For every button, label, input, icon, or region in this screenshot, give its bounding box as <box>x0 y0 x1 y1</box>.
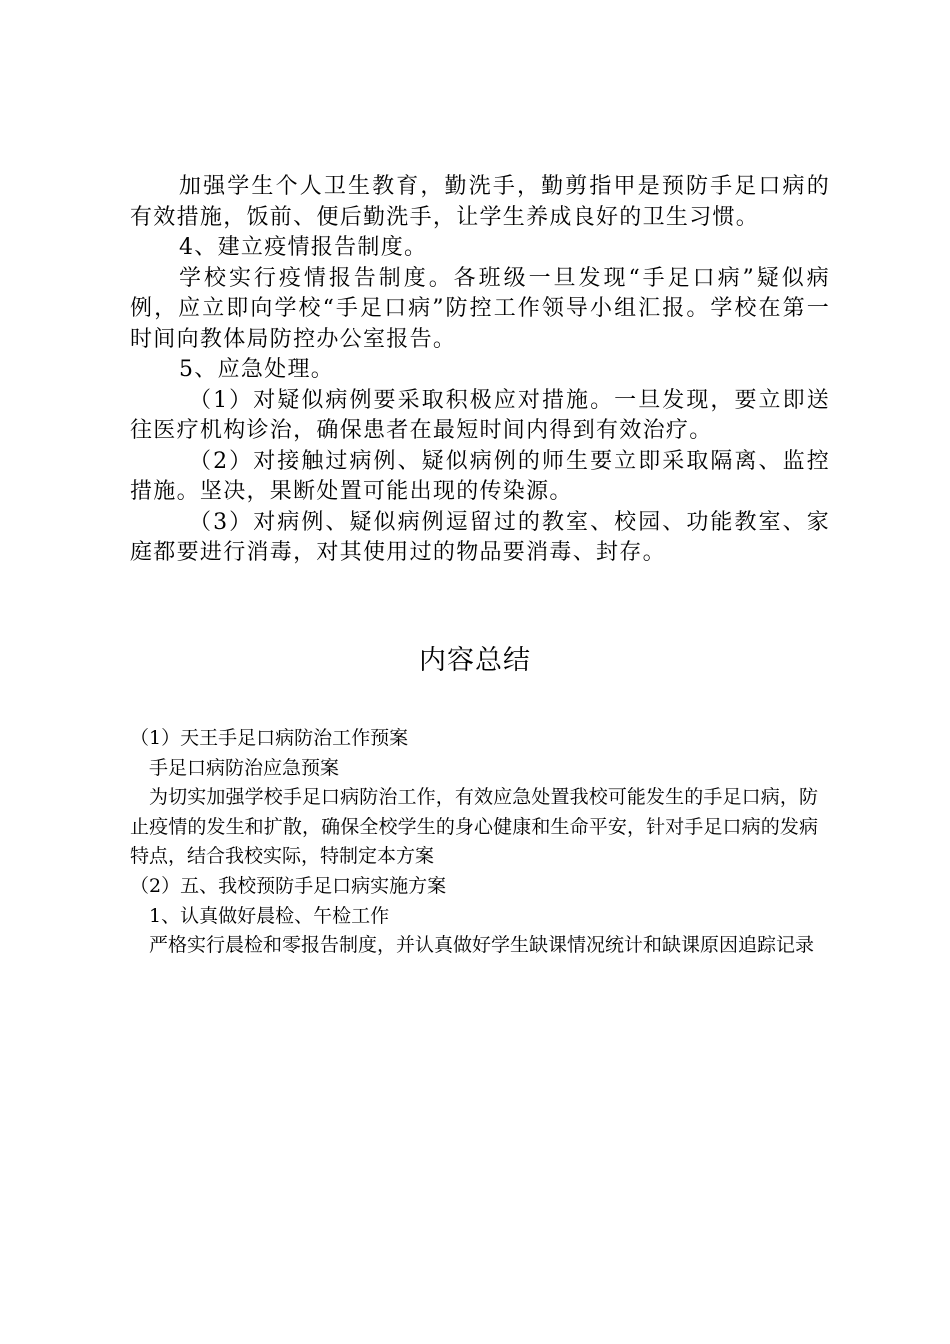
summary-section <box>130 724 818 961</box>
summary-line-3: 为切实加强学校手足口病防治工作，有效应急处置我校可能发生的手足口病，防止疫情的发生和扩散，确保全校学生的身心健康和生命平安，针对手足口病的发病特点，结合我校实际，特制定本方案 <box>130 786 818 868</box>
heading-emergency-handling: 5、应急处理。 <box>179 357 335 382</box>
paragraph-emergency-item-3: （3）对病例、疑似病例逗留过的教室、校园、功能教室、家庭都要进行消毒，对其使用过的物品要消毒、封存。 <box>130 509 830 565</box>
paragraph-epidemic-reporting: 学校实行疫情报告制度。各班级一旦发现“手足口病”疑似病例，应立即向学校“手足口病”防控工作领导小组汇报。学校在第一时间向教体局防控办公室报告。 <box>130 265 830 352</box>
summary-line-2: 手足口病防治应急预案 <box>149 756 340 779</box>
summary-line-4: （2）五、我校预防手足口病实施方案 <box>130 874 447 897</box>
summary-line-6: 严格实行晨检和零报告制度，并认真做好学生缺课情况统计和缺课原因追踪记录 <box>149 934 815 957</box>
paragraph-hygiene-education: 加强学生个人卫生教育，勤洗手，勤剪指甲是预防手足口病的有效措施，饭前、便后勤洗手，让学生养成良好的卫生习惯。 <box>130 174 830 230</box>
body-text-section <box>130 172 830 569</box>
summary-line-1: （1）天王手足口病防治工作预案 <box>130 727 409 749</box>
paragraph-emergency-item-2: （2）对接触过病例、疑似病例的师生要立即采取隔离、监控措施。坚决，果断处置可能出现的传染源。 <box>130 448 830 504</box>
heading-epidemic-reporting: 4、建立疫情报告制度。 <box>179 235 428 260</box>
paragraph-emergency-item-1: （1）对疑似病例要采取积极应对措施。一旦发现，要立即送往医疗机构诊治，确保患者在最短时间内得到有效治疗。 <box>130 387 830 443</box>
summary-line-5: 1、认真做好晨检、午检工作 <box>149 904 390 927</box>
summary-title: 内容总结 <box>419 645 531 676</box>
